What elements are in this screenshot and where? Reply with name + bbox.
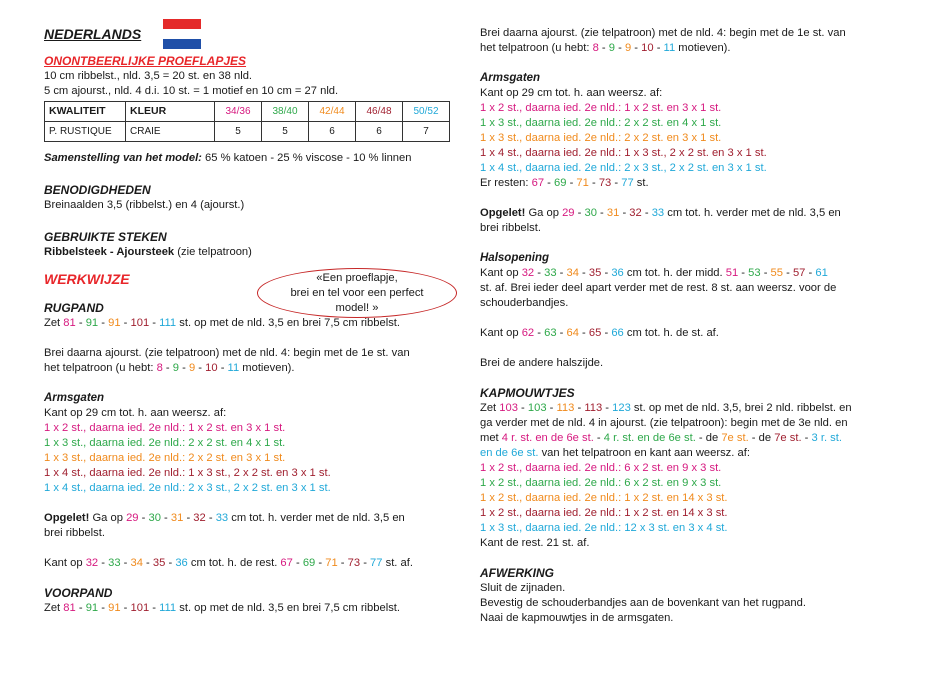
- werkwijze-heading: WERKWIJZE: [44, 271, 130, 287]
- samenstelling: [44, 151, 464, 166]
- dutch-flag-icon: [163, 19, 201, 49]
- afw-line2: Bevestig de schouderbandjes aan de bovenkant van het rugpand.: [480, 597, 806, 609]
- kap-row: 1 x 2 st., daarna ied. 2e nld.: 1 x 2 st. en 14 x 3 st.: [480, 507, 728, 519]
- th-size: 46/48: [356, 102, 403, 122]
- title-row: [44, 0, 464, 40]
- hals-kant: Kant op 62 - 63 - 64 - 65 - 66 cm tot. h. de st. af.: [480, 327, 719, 339]
- voorpand-opgelet: Opgelet! Ga op 29 - 30 - 31 - 32 - 33 cm tot. h. verder met de nld. 3,5 en: [480, 207, 841, 219]
- voorpand-motieven: het telpatroon (u hebt: 8 - 9 - 9 - 10 - 11 motieven).: [480, 42, 731, 54]
- th-size: 50/52: [403, 102, 450, 122]
- kap-row: 1 x 2 st., daarna ied. 2e nld.: 6 x 2 st. en 9 x 3 st.: [480, 462, 722, 474]
- arms-row: 1 x 3 st., daarna ied. 2e nld.: 2 x 2 st. en 3 x 1 st.: [44, 452, 286, 464]
- voorpand-rest: Er resten: 67 - 69 - 71 - 73 - 77 st.: [480, 177, 649, 189]
- quote-bubble: «Een proeflapje, brei en tel voor een perfect model! »: [257, 268, 457, 318]
- steken-line: [44, 245, 464, 260]
- proef-heading: ONONTBEERLIJKE PROEFLAPJES: [44, 54, 247, 68]
- proef-line1: 10 cm ribbelst., nld. 3,5 = 20 st. en 38 nld.: [44, 70, 253, 82]
- td-value: 6: [309, 122, 356, 142]
- arms-row: 1 x 2 st., daarna ied. 2e nld.: 1 x 2 st. en 3 x 1 st.: [480, 102, 722, 114]
- benod-heading: BENODIGDHEDEN: [44, 183, 151, 197]
- rugpand-kant: Kant op 32 - 33 - 34 - 35 - 36 cm tot. h. de rest. 67 - 69 - 71 - 73 - 77 st. af.: [44, 557, 413, 569]
- td-value: 7: [403, 122, 450, 142]
- td-value: 6: [356, 122, 403, 142]
- voorpand-opgelet2: brei ribbelst.: [480, 222, 541, 234]
- td-value: 5: [215, 122, 262, 142]
- kap-heading: KAPMOUWTJES: [480, 386, 575, 400]
- right-column: [480, 26, 900, 626]
- arms-row: 1 x 4 st., daarna ied. 2e nld.: 2 x 3 st., 2 x 2 st. en 3 x 1 st.: [44, 482, 331, 494]
- td-value: 5: [262, 122, 309, 142]
- arms-row: 1 x 4 st., daarna ied. 2e nld.: 1 x 3 st., 2 x 2 st. en 3 x 1 st.: [480, 147, 767, 159]
- voorpand-zet: Zet 81 - 91 - 91 - 101 - 111 st. op met de nld. 3,5 en brei 7,5 cm ribbelst.: [44, 602, 401, 614]
- arms-row: 1 x 4 st., daarna ied. 2e nld.: 2 x 3 st., 2 x 2 st. en 3 x 1 st.: [480, 162, 767, 174]
- proef-line2: 5 cm ajourst., nld. 4 d.i. 10 st. = 1 motief en 10 cm = 27 nld.: [44, 85, 339, 97]
- td-kleur: CRAIE: [126, 122, 215, 142]
- voorpand-daarna: Brei daarna ajourst. (zie telpatroon) met de nld. 4: begin met de 1e st. van: [480, 27, 846, 39]
- steken-heading: GEBRUIKTE STEKEN: [44, 230, 167, 244]
- rugpand-daarna: Brei daarna ajourst. (zie telpatroon) met de nld. 4: begin met de 1e st. van: [44, 347, 410, 359]
- arms-row: 1 x 3 st., daarna ied. 2e nld.: 2 x 2 st. en 4 x 1 st.: [44, 437, 286, 449]
- table-row: [45, 122, 450, 142]
- size-table: [44, 101, 450, 142]
- th-size: 34/36: [215, 102, 262, 122]
- hals-line2: st. af. Brei ieder deel apart verder met de rest. 8 st. aan weersz. voor de: [480, 282, 837, 294]
- afw-heading: AFWERKING: [480, 566, 554, 580]
- arms-row: 1 x 3 st., daarna ied. 2e nld.: 2 x 2 st. en 4 x 1 st.: [480, 117, 722, 129]
- rugpand-arms-intro: Kant op 29 cm tot. h. aan weersz. af:: [44, 407, 227, 419]
- table-header-row: [45, 102, 450, 122]
- samen-label: Samenstelling van het model:: [44, 152, 202, 164]
- rugpand-opgelet: Opgelet! Ga op 29 - 30 - 31 - 32 - 33 cm tot. h. verder met de nld. 3,5 en: [44, 512, 405, 524]
- rugpand-heading: RUGPAND: [44, 301, 104, 315]
- benod-text: Breinaalden 3,5 (ribbelst.) en 4 (ajourst.): [44, 199, 245, 211]
- rugpand-opgelet2: brei ribbelst.: [44, 527, 105, 539]
- afw-line1: Sluit de zijnaden.: [480, 582, 566, 594]
- th-kwaliteit: KWALITEIT: [45, 102, 126, 122]
- th-size: 42/44: [309, 102, 356, 122]
- arms-row: 1 x 4 st., daarna ied. 2e nld.: 1 x 3 st., 2 x 2 st. en 3 x 1 st.: [44, 467, 331, 479]
- samen-text: 65 % katoen - 25 % viscose - 10 % linnen: [201, 152, 412, 164]
- hals-line3: schouderbandjes.: [480, 297, 569, 309]
- steken-bold: Ribbelsteek - Ajoursteek: [44, 246, 175, 258]
- kap-row: 1 x 3 st., daarna ied. 2e nld.: 12 x 3 st. en 3 x 4 st.: [480, 522, 728, 534]
- page-title: NEDERLANDS: [44, 26, 142, 42]
- kap-rest: Kant de rest. 21 st. af.: [480, 537, 590, 549]
- kap-line2: ga verder met de nld. 4 in ajourst. (zie telpatroon): begin met de 3e nld. en: [480, 417, 848, 429]
- afw-line3: Naai de kapmouwtjes in de armsgaten.: [480, 612, 674, 624]
- kap-zet: Zet 103 - 103 - 113 - 113 - 123 st. op met de nld. 3,5, brei 2 nld. ribbelst. en: [480, 402, 852, 414]
- th-kleur: KLEUR: [126, 102, 215, 122]
- th-size: 38/40: [262, 102, 309, 122]
- kap-line3: met 4 r. st. en de 6e st. - 4 r. st. en de 6e st. - de 7e st. - de 7e st. - 3 r. st.: [480, 432, 842, 444]
- rugpand-zet: Zet 81 - 91 - 91 - 101 - 111 st. op met de nld. 3,5 en brei 7,5 cm ribbelst.: [44, 317, 401, 329]
- kap-row: 1 x 2 st., daarna ied. 2e nld.: 1 x 2 st. en 14 x 3 st.: [480, 492, 728, 504]
- kap-line4: en de 6e st. van het telpatroon en kant aan weersz. af:: [480, 447, 750, 459]
- voorpand-arms-heading: Armsgaten: [480, 72, 541, 84]
- steken-text: (zie telpatroon): [174, 246, 252, 258]
- td-kwaliteit: P. RUSTIQUE: [45, 122, 126, 142]
- hals-line1: Kant op 32 - 33 - 34 - 35 - 36 cm tot. h. der midd. 51 - 53 - 55 - 57 - 61: [480, 267, 828, 279]
- arms-row: 1 x 2 st., daarna ied. 2e nld.: 1 x 2 st. en 3 x 1 st.: [44, 422, 286, 434]
- arms-row: 1 x 3 st., daarna ied. 2e nld.: 2 x 2 st. en 3 x 1 st.: [480, 132, 722, 144]
- hals-heading: Halsopening: [480, 252, 550, 264]
- kap-row: 1 x 2 st., daarna ied. 2e nld.: 6 x 2 st. en 9 x 3 st.: [480, 477, 722, 489]
- rugpand-arms-heading: Armsgaten: [44, 392, 105, 404]
- rugpand-motieven: het telpatroon (u hebt: 8 - 9 - 9 - 10 - 11 motieven).: [44, 362, 295, 374]
- voorpand-heading: VOORPAND: [44, 586, 113, 600]
- hals-andere: Brei de andere halszijde.: [480, 357, 604, 369]
- voorpand-arms-intro: Kant op 29 cm tot. h. aan weersz. af:: [480, 87, 663, 99]
